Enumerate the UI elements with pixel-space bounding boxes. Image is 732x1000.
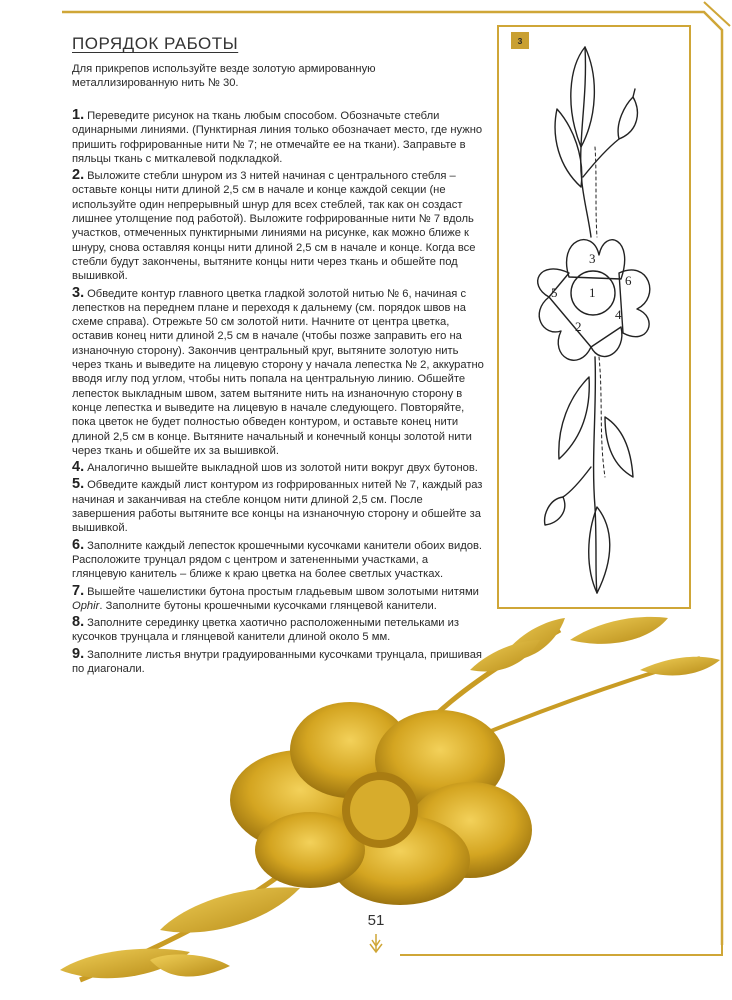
- step-4: [72, 460, 484, 475]
- step-text-italic: Ophir: [72, 599, 100, 612]
- petal-label-5: 5: [551, 285, 558, 300]
- step-text: Выложите стебли шнуром из 3 нитей начиная с центрального стебля – оставьте концы нити длиной 2,5 см в начале и конце каждой секции (не используйте один непрерывный шнур для всех стеблей, так как он создаст лишнее утолщение под работой). Выложите гофрированные нити № 7 вдоль участков, отмеченных пунктирными линиями на рисунке, как можно ближе к шнуру, снова оставляя концы нити длиной 2,5 см в начале и конце. Когда все стебли будут закончены, вытяните концы нити через ткань и обшейте под вышивкой.: [72, 170, 476, 283]
- petal-label-4: 4: [615, 307, 622, 322]
- page-title: ПОРЯДОК РАБОТЫ: [72, 34, 239, 53]
- step-number: 5.: [72, 476, 85, 493]
- petal-label-6: 6: [625, 273, 632, 288]
- step-2: [72, 168, 484, 283]
- gold-embroidery-photo: [0, 600, 732, 1000]
- petal-label-2: 2: [575, 319, 582, 334]
- step-number: 1.: [72, 107, 85, 123]
- step-number: 4.: [72, 459, 85, 476]
- step-number: 3.: [72, 284, 85, 301]
- step-text: Переведите рисунок на ткань любым способом. Обозначьте стебли одинарными линиями. (Пунктирная линия только обозначает место, где нужно пришить гофрированные нити № 7; не отмечайте ее на ткани). Заправьте в пяльцы ткань с миткалевой подкладкой.: [72, 110, 483, 165]
- step-number: 2.: [72, 167, 85, 184]
- chevron-down-icon: [368, 934, 384, 956]
- step-number: 9.: [72, 645, 85, 662]
- pattern-panel: [497, 25, 691, 609]
- step-text: . Заполните бутоны крошечными кусочками глянцевой канители.: [99, 599, 437, 612]
- step-text: Заполните серединку цветка хаотично расположенными петельками из кусочков трунцала и глянцевой канители длиной около 5 мм.: [72, 617, 460, 644]
- petal-label-3: 3: [589, 251, 596, 266]
- step-number: 8.: [72, 614, 85, 631]
- step-number: 6.: [72, 536, 85, 553]
- step-1: [72, 108, 484, 166]
- step-text: Аналогично вышейте выкладной шов из золотой нити вокруг двух бутонов.: [87, 462, 478, 475]
- petal-label-1: 1: [589, 285, 596, 300]
- step-6: [72, 538, 484, 582]
- step-3: [72, 286, 484, 459]
- step-text: Вышейте чашелистики бутона простым гладьевым швом золотыми нитями: [87, 585, 479, 598]
- panel-badge: 3: [511, 32, 529, 49]
- intro-text: Для прикрепов используйте везде золотую армированную металлизированную нить № 30.: [72, 63, 376, 90]
- step-5: [72, 477, 484, 535]
- step-text: Заполните каждый лепесток крошечными кусочками канители обоих видов. Расположите трунцал рядом с центром и затененными участками, а глянцевую канитель – ближе к краю цветка на более светлых участках.: [72, 539, 483, 581]
- step-number: 7.: [72, 582, 85, 599]
- step-text: Обведите контур главного цветка гладкой золотой нитью № 6, начиная с лепестков на переднем плане и переходя к дальнему (см. порядок швов на схеме справа). Отрежьте 50 см золотой нити. Начните от центра цветка, оставив конец нити длиной 2,5 см в начале (чтобы позже заправить его на изнаночную сторону). Закончив центральный круг, вытяните золотую нить через ткань и выведите на лицевую сторону у начала лепестка № 2, аккуратно вводя иглу под углом, чтобы нить попала на центральную линию. Обшейте лепесток выкладным швом, затем вытяните нить на изнаночную сторону в конце лепестка и выведите на лицевую в начале следующего. Повторяйте, пока цветок не будет полностью обведен контуром, и оставьте конец нити длиной 2,5 см в конце. Вытяните начальный и конечный концы золотой нити через ткань и обшейте их за вышивкой.: [72, 287, 484, 457]
- flower-pattern-drawing: [499, 27, 689, 607]
- page-number: 51: [367, 912, 385, 929]
- steps-list: [72, 108, 484, 678]
- step-text: Обведите каждый лист контуром из гофрированных нитей № 7, каждый раз начиная и заканчивая на стебле концом нити длиной 2,5 см. После завершения работы вытяните все концы на изнаночную сторону и обшейте за вышивкой.: [72, 479, 483, 535]
- step-text: Заполните листья внутри градуированными кусочками трунцала, пришивая по диагонали.: [72, 648, 482, 675]
